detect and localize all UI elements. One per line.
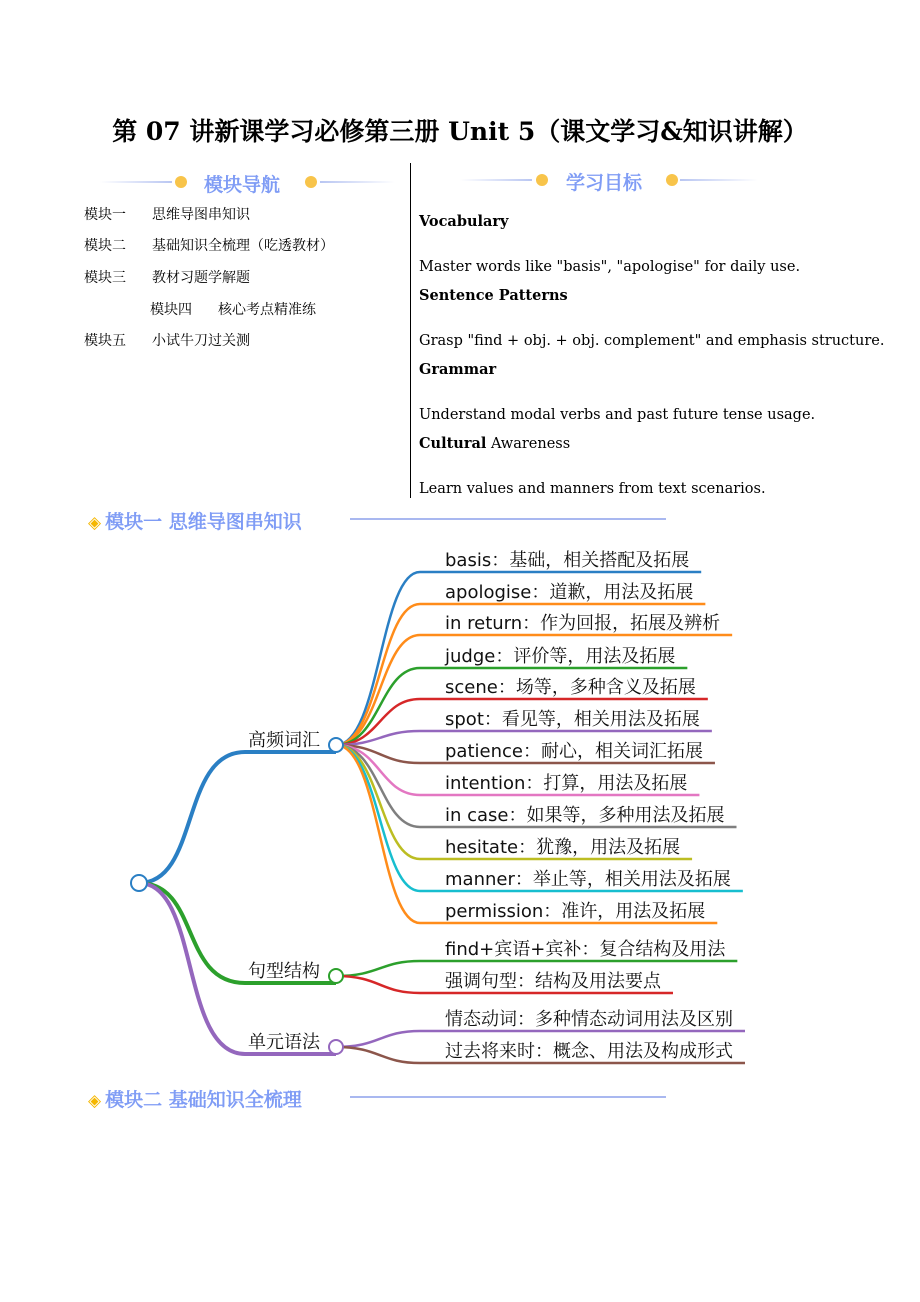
leaf-label: 强调句型：结构及用法要点 [445, 971, 661, 992]
nav-label: 小试牛刀过关测 [152, 333, 250, 349]
leaf-label: judge：评价等，用法及拓展 [445, 646, 676, 667]
objective-heading: Cultural Awareness [419, 435, 571, 452]
node-circle [329, 1040, 343, 1054]
diamond-icon: ◈ [88, 513, 102, 533]
nav-num: 模块一 [84, 207, 126, 223]
nav-num: 模块三 [84, 270, 126, 286]
branch-label: 单元语法 [248, 1032, 320, 1053]
objective-text: Grasp "find + obj. + obj. complement" and emphasis structure. [419, 333, 885, 349]
nav-num: 模块五 [84, 333, 126, 349]
branch-label: 高频词汇 [248, 730, 320, 751]
divider [350, 1096, 666, 1098]
leaf-label: find+宾语+宾补：复合结构及用法 [445, 939, 726, 960]
objective-heading: Grammar [419, 361, 497, 378]
leaf-label: spot：看见等，相关用法及拓展 [445, 709, 700, 730]
page-title: 第 07 讲新课学习必修第三册 Unit 5（课文学习&知识讲解） [112, 117, 808, 146]
diamond-icon: ◈ [88, 1091, 102, 1111]
branch-label: 句型结构 [248, 961, 320, 982]
leaf-label: apologise：道歉，用法及拓展 [445, 582, 694, 603]
objective-text: Learn values and manners from text scenarios. [419, 481, 766, 497]
leaf-label: 情态动词：多种情态动词用法及区别 [445, 1009, 733, 1030]
goal-header: 学习目标 [566, 172, 643, 194]
nav-num: 模块四 [150, 302, 192, 318]
node-circle [329, 738, 343, 752]
leaf-label: in case：如果等，多种用法及拓展 [445, 805, 725, 826]
leaf-label: patience：耐心，相关词汇拓展 [445, 741, 703, 762]
leaf-label: basis：基础，相关搭配及拓展 [445, 550, 690, 571]
nav-header: 模块导航 [204, 174, 281, 196]
leaf-label: 过去将来时：概念、用法及构成形式 [445, 1041, 733, 1062]
nav-num: 模块二 [84, 238, 126, 254]
leaf-label: scene：场等，多种含义及拓展 [445, 677, 696, 698]
leaf-label: in return：作为回报，拓展及辨析 [445, 613, 721, 634]
root-node-circle [131, 875, 147, 891]
leaf-label: intention：打算，用法及拓展 [445, 773, 688, 794]
objective-heading: Vocabulary [419, 213, 509, 230]
module1-heading: ◈ 模块一 思维导图串知识 [88, 511, 302, 533]
objective-text: Understand modal verbs and past future tense usage. [419, 407, 816, 423]
objective-text: Master words like "basis", "apologise" for daily use. [419, 259, 801, 275]
leaf-label: permission：准许，用法及拓展 [445, 901, 706, 922]
nav-label: 核心考点精准练 [218, 302, 316, 318]
module2-heading: ◈ 模块二 基础知识全梳理 [88, 1089, 302, 1111]
leaf-label: manner：举止等，相关用法及拓展 [445, 869, 731, 890]
leaf-label: hesitate：犹豫，用法及拓展 [445, 837, 681, 858]
nav-label: 思维导图串知识 [152, 207, 250, 223]
branch-line [139, 752, 336, 883]
node-circle [329, 969, 343, 983]
objective-heading: Sentence Patterns [419, 287, 568, 304]
nav-label: 基础知识全梳理（吃透教材） [152, 238, 334, 254]
nav-label: 教材习题学解题 [152, 270, 250, 286]
